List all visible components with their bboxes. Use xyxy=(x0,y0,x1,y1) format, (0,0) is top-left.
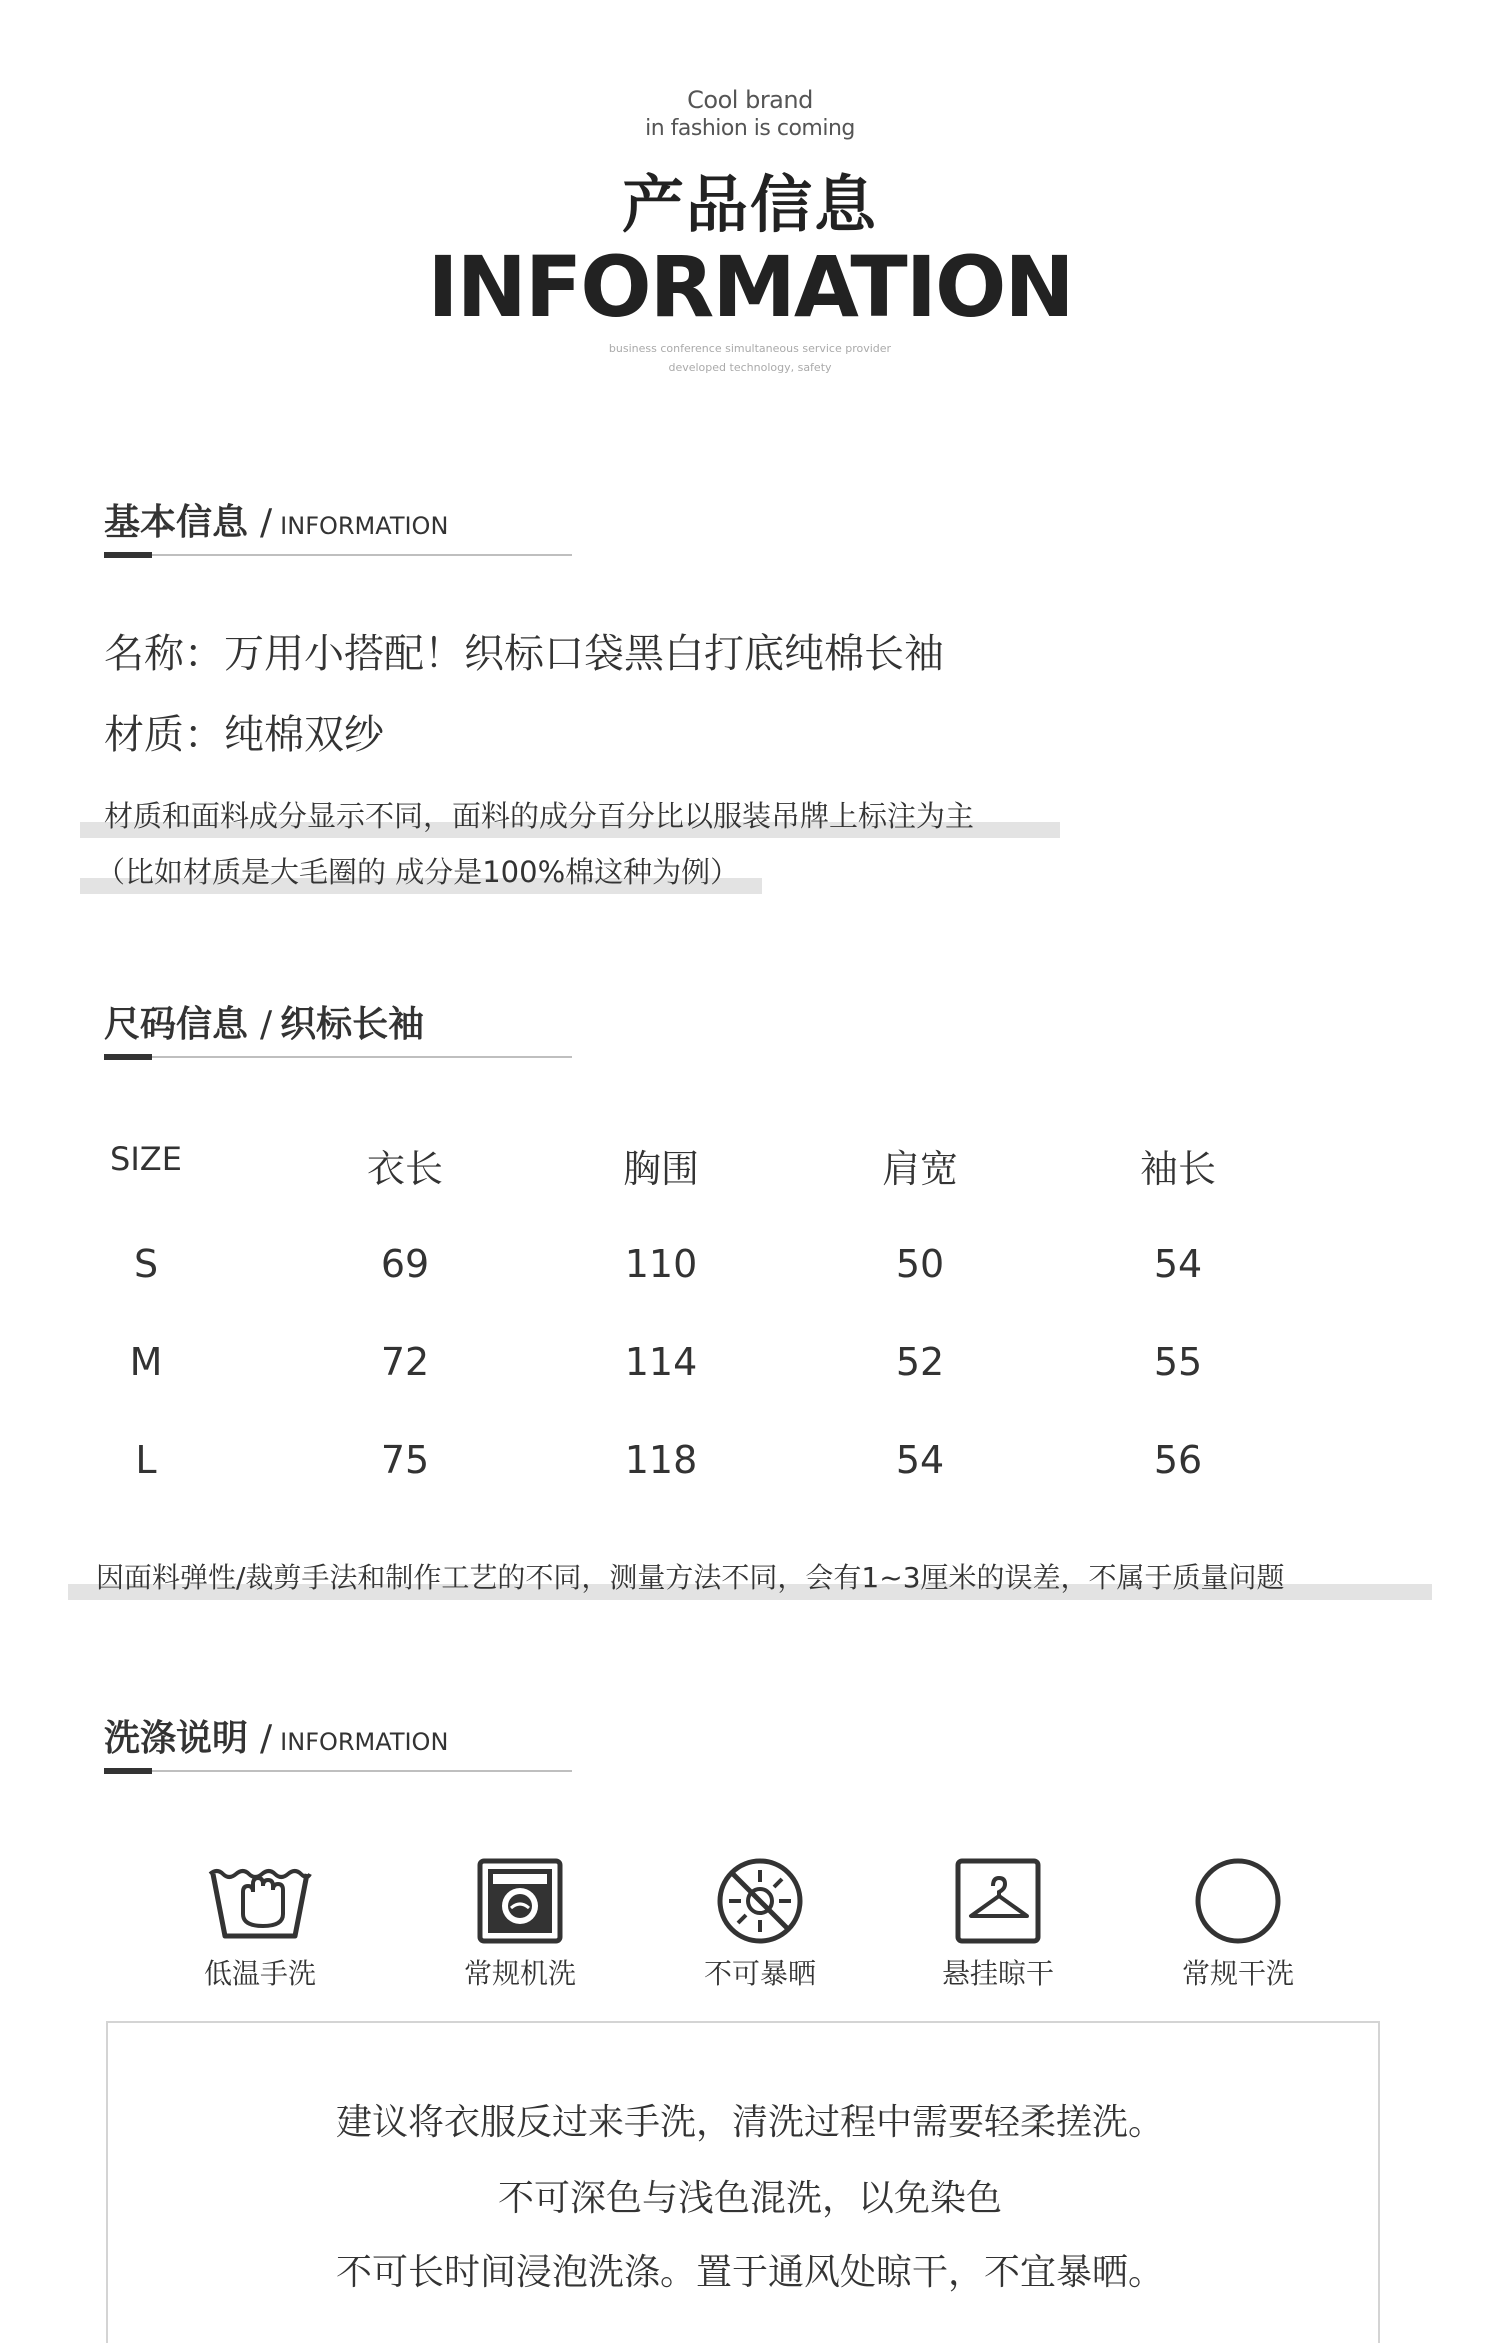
heading-underline xyxy=(104,1770,572,1772)
no-sun-icon xyxy=(715,1856,805,1946)
size-note: 因面料弹性/裁剪手法和制作工艺的不同，测量方法不同，会有1~3厘米的误差，不属于质量问题 xyxy=(96,1561,1285,1594)
machine-wash-icon xyxy=(475,1856,565,1946)
product-name: 名称：万用小搭配！织标口袋黑白打底纯棉长袖 xyxy=(104,631,944,677)
heading-underline-accent xyxy=(104,552,152,558)
table-header-sleeve: 袖长 xyxy=(1139,1147,1216,1191)
table-cell: 54 xyxy=(895,1438,945,1482)
heading-underline-accent xyxy=(104,1054,152,1060)
table-header-shoulder: 肩宽 xyxy=(881,1147,958,1191)
table-header-chest: 胸围 xyxy=(622,1147,699,1191)
care-label: 低温手洗 xyxy=(203,1957,316,1990)
care-no-sun xyxy=(660,1856,860,1992)
size-info-heading-cn: 尺码信息 xyxy=(104,1004,249,1045)
dry-clean-icon xyxy=(1193,1856,1283,1946)
table-cell: 118 xyxy=(624,1438,698,1482)
brand-line-1: Cool brand xyxy=(687,86,813,114)
page-title-cn: 产品信息 xyxy=(621,168,878,241)
wash-info-heading-cn: 洗涤说明 xyxy=(104,1718,249,1759)
heading-underline xyxy=(104,554,572,556)
table-cell: S xyxy=(133,1242,159,1286)
wash-tip-3: 不可长时间浸泡洗涤。置于通风处晾干，不宜暴晒。 xyxy=(335,2252,1164,2293)
table-cell: L xyxy=(135,1438,157,1482)
care-machine-wash xyxy=(420,1856,620,1992)
wash-tip-2: 不可深色与浅色混洗，以免染色 xyxy=(497,2178,1002,2219)
basic-info-heading-cn: 基本信息 xyxy=(104,502,249,543)
care-label: 常规干洗 xyxy=(1181,1957,1294,1990)
size-info-heading-sub: 织标长袖 xyxy=(280,1004,425,1045)
material-note-2: （比如材质是大毛圈的 成分是100%棉这种为例） xyxy=(96,855,740,889)
care-hand-wash xyxy=(160,1856,360,1992)
heading-underline xyxy=(104,1056,572,1058)
hand-wash-icon xyxy=(205,1856,315,1946)
page-title-en: INFORMATION xyxy=(427,238,1073,336)
table-cell: 55 xyxy=(1153,1340,1203,1384)
tagline-line-1: business conference simultaneous service provider xyxy=(608,342,892,355)
size-info-heading xyxy=(104,996,574,1052)
table-cell: 56 xyxy=(1153,1438,1203,1482)
care-label: 不可暴晒 xyxy=(703,1957,816,1990)
product-material: 材质：纯棉双纱 xyxy=(104,712,384,758)
table-cell: 50 xyxy=(895,1242,945,1286)
heading-slash: / xyxy=(260,502,273,543)
table-cell: M xyxy=(129,1340,163,1384)
heading-slash: / xyxy=(260,1718,273,1759)
table-cell: 75 xyxy=(380,1438,430,1482)
wash-info-heading-en: INFORMATION xyxy=(280,1728,449,1756)
basic-info-heading xyxy=(104,494,574,550)
care-hang-dry xyxy=(898,1856,1098,1992)
table-header-length: 衣长 xyxy=(366,1147,443,1191)
wash-tip-1: 建议将衣服反过来手洗，清洗过程中需要轻柔搓洗。 xyxy=(335,2102,1164,2143)
care-dry-clean xyxy=(1138,1856,1338,1992)
wash-info-heading xyxy=(104,1710,574,1766)
table-cell: 52 xyxy=(895,1340,945,1384)
material-note-1: 材质和面料成分显示不同，面料的成分百分比以服装吊牌上标注为主 xyxy=(104,799,975,833)
heading-underline-accent xyxy=(104,1768,152,1774)
table-cell: 110 xyxy=(624,1242,698,1286)
hang-dry-icon xyxy=(953,1856,1043,1946)
table-cell: 54 xyxy=(1153,1242,1203,1286)
table-header-size: SIZE xyxy=(110,1140,182,1178)
table-cell: 114 xyxy=(624,1340,698,1384)
care-label: 悬挂晾干 xyxy=(941,1957,1054,1990)
table-cell: 72 xyxy=(380,1340,430,1384)
care-label: 常规机洗 xyxy=(463,1957,576,1990)
tagline-line-2: developed technology, safety xyxy=(668,361,832,374)
basic-info-heading-en: INFORMATION xyxy=(280,512,449,540)
table-cell: 69 xyxy=(380,1242,430,1286)
brand-line-2: in fashion is coming xyxy=(645,116,855,141)
heading-slash: / xyxy=(260,1004,273,1045)
